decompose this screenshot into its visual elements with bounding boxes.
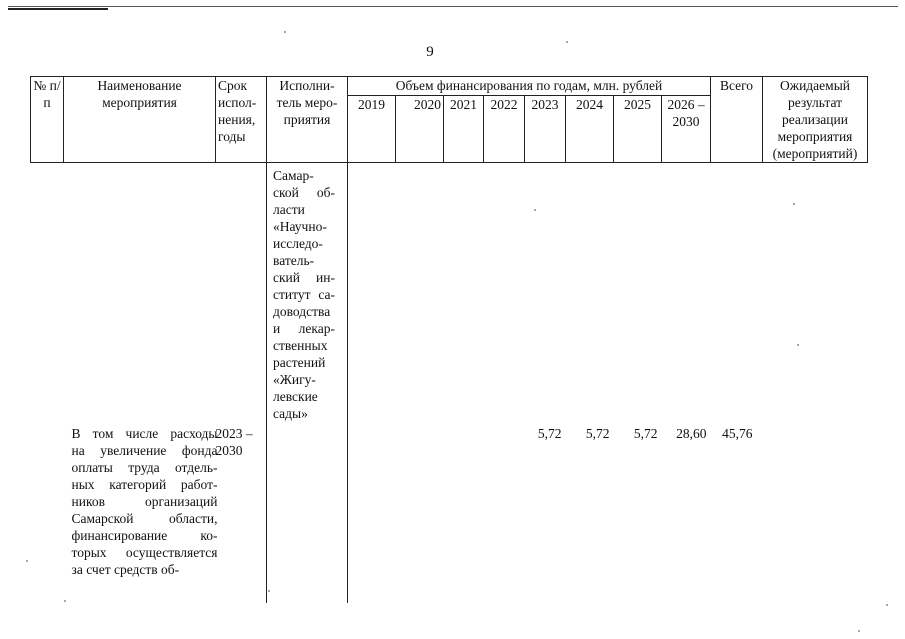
scan-speck bbox=[566, 41, 568, 43]
header-executor: Исполни-тель меро-приятия bbox=[267, 77, 348, 163]
scan-edge bbox=[0, 0, 905, 10]
header-year: 2024 bbox=[566, 96, 614, 163]
header-funding: Объем финансирования по годам, млн. рублей bbox=[348, 77, 711, 96]
value-2023: 5,72 bbox=[537, 426, 562, 441]
header-year: 2025 bbox=[614, 96, 662, 163]
row-term-cell bbox=[216, 163, 267, 603]
header-year: 2023 bbox=[525, 96, 566, 163]
scan-speck bbox=[886, 604, 888, 606]
header-year: 2022 bbox=[484, 96, 525, 163]
value-2026-2030: 28,60 bbox=[676, 426, 707, 441]
scan-speck bbox=[64, 600, 66, 602]
header-year: 2026 – 2030 bbox=[662, 96, 711, 163]
header-term: Срок испол-нения, годы bbox=[216, 77, 267, 163]
header-year: 2021 bbox=[444, 96, 484, 163]
scan-speck bbox=[26, 560, 28, 562]
scan-speck bbox=[284, 31, 286, 33]
row-name: В том числе расходы на увеличение фонда оплаты труда отдель- ных категорий работ- ников организаций Самарской области, финансирование ко- торых осуществляется за счет средств об- bbox=[71, 426, 218, 577]
scan-speck bbox=[793, 203, 795, 205]
scan-speck bbox=[797, 344, 799, 346]
header-year: 2020 bbox=[396, 96, 444, 163]
executor-text: Самар- ской об- ласти «Научно- исследо- ватель- ский ин- ститут са- доводства и лекар- ственных растений «Жигу- левские сады» bbox=[273, 168, 335, 421]
value-total: 45,76 bbox=[722, 426, 753, 441]
scan-speck bbox=[858, 630, 860, 632]
header-no: № п/п bbox=[31, 77, 64, 163]
header-name: Наименование мероприятия bbox=[64, 77, 216, 163]
value-2024: 5,72 bbox=[585, 426, 610, 441]
scan-speck bbox=[268, 590, 270, 592]
funding-table bbox=[30, 76, 868, 603]
scan-speck bbox=[534, 209, 536, 211]
page-number: 9 bbox=[426, 44, 434, 60]
header-year: 2019 bbox=[348, 96, 396, 163]
header-result: Ожидаемый результат реализации мероприятия (мероприятий) bbox=[763, 77, 868, 163]
row-term: 2023 – 2030 bbox=[215, 426, 253, 458]
header-total: Всего bbox=[711, 77, 763, 163]
row-name-cell bbox=[64, 163, 216, 603]
value-2025: 5,72 bbox=[633, 426, 658, 441]
